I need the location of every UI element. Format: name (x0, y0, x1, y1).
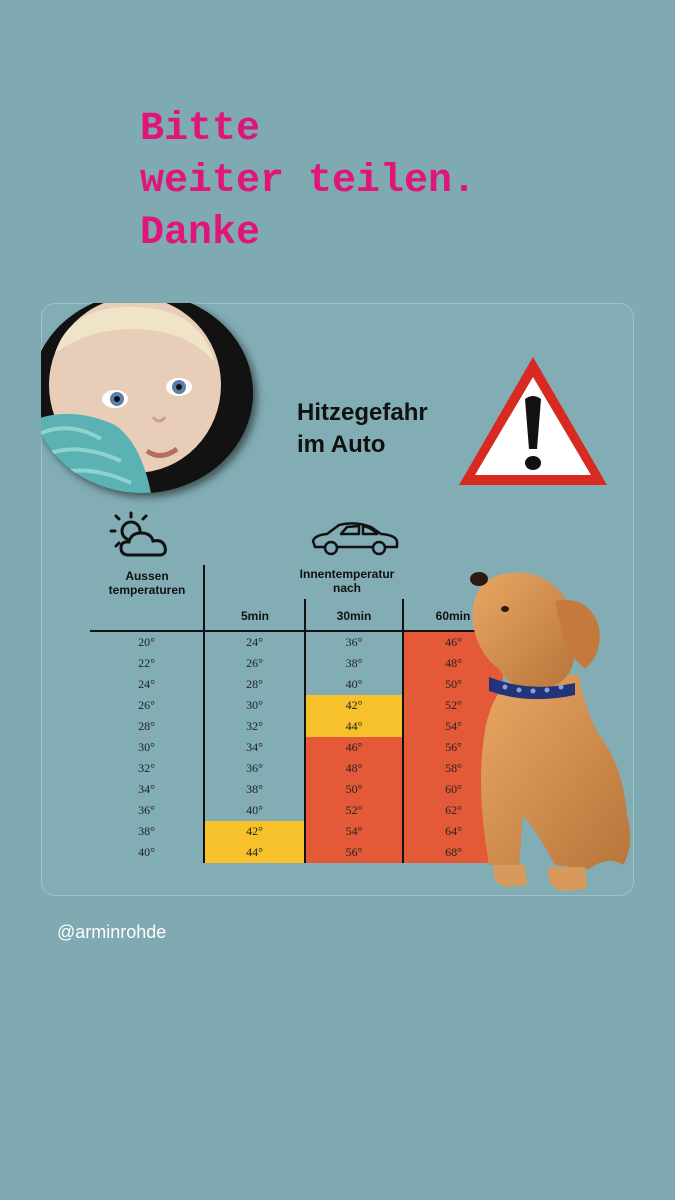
table-cell: 60° (445, 782, 462, 796)
table-cell: 38° (246, 782, 263, 796)
table-cell: 28° (138, 719, 155, 733)
table-cell: 24° (138, 677, 155, 691)
table-cell: 56° (345, 845, 363, 859)
column-header-30min: 30min (336, 609, 372, 623)
caption-line: Bitte (140, 107, 261, 152)
table-cell: 54° (445, 719, 462, 733)
table-cell: 34° (138, 782, 155, 796)
table-cell: 64° (445, 824, 462, 838)
table-cell: 44° (345, 719, 363, 733)
headline-line: im Auto (297, 431, 386, 458)
table-cell: 44° (246, 845, 263, 859)
table-cell: 28° (246, 677, 263, 691)
table-cell: 26° (246, 656, 263, 670)
table-cell: 58° (445, 761, 462, 775)
table-cell: 62° (445, 803, 462, 817)
table-cell: 46° (445, 635, 462, 649)
table-row (90, 695, 493, 716)
table-cell: 36° (246, 761, 263, 775)
table-cell: 42° (345, 698, 363, 712)
puppy-photo (459, 565, 634, 896)
sun-cloud-icon (107, 509, 175, 559)
table-cell: 56° (445, 740, 462, 754)
label-line: Innentemperatur (299, 567, 395, 581)
table-row (90, 737, 493, 758)
table-cell: 22° (138, 656, 155, 670)
table-cell: 54° (345, 824, 363, 838)
table-row (90, 674, 493, 695)
table-cell: 32° (246, 719, 263, 733)
table-row (90, 779, 493, 800)
table-cell: 50° (345, 782, 363, 796)
table-row (90, 758, 493, 779)
caption-line: Danke (140, 211, 261, 256)
instagram-handle[interactable]: @arminrohde (57, 922, 167, 942)
table-cell: 38° (138, 824, 155, 838)
table-cell: 48° (445, 656, 462, 670)
car-icon (309, 521, 401, 557)
label-line: Aussen (125, 569, 169, 583)
table-cell: 26° (138, 698, 155, 712)
poster-headline (297, 397, 428, 461)
table-cell: 42° (246, 824, 263, 838)
table-cell: 36° (138, 803, 155, 817)
table-row (90, 716, 493, 737)
table-cell: 36° (345, 635, 363, 649)
column-header-60min: 60min (435, 609, 471, 623)
baby-photo (41, 303, 253, 493)
table-cell: 30° (138, 740, 155, 754)
table-cell: 24° (246, 635, 263, 649)
headline-line: Hitzegefahr (297, 399, 428, 426)
table-row (90, 632, 493, 653)
caption-line: weiter teilen. (140, 159, 477, 204)
table-cell: 30° (246, 698, 263, 712)
heat-warning-poster (41, 303, 634, 896)
warning-triangle-icon (455, 351, 611, 491)
table-cell: 50° (445, 677, 462, 691)
label-line: nach (332, 581, 361, 595)
table-cell: 52° (345, 803, 363, 817)
table-cell: 38° (345, 656, 363, 670)
table-cell: 32° (138, 761, 155, 775)
table-cell: 68° (445, 845, 462, 859)
table-cell: 20° (138, 635, 155, 649)
table-row (90, 800, 493, 821)
story-caption (140, 104, 476, 260)
table-cell: 34° (246, 740, 263, 754)
table-cell: 48° (345, 761, 363, 775)
label-line: temperaturen (108, 583, 186, 597)
outside-temperature-label (95, 569, 199, 597)
column-header-5min: 5min (240, 609, 269, 623)
table-cell: 46° (345, 740, 363, 754)
table-cell: 40° (138, 845, 155, 859)
inside-temperature-label (291, 567, 403, 595)
table-cell: 40° (246, 803, 263, 817)
table-row (90, 653, 493, 674)
table-cell: 52° (445, 698, 462, 712)
table-row (90, 821, 493, 842)
table-cell: 40° (345, 677, 363, 691)
table-row (90, 842, 493, 863)
